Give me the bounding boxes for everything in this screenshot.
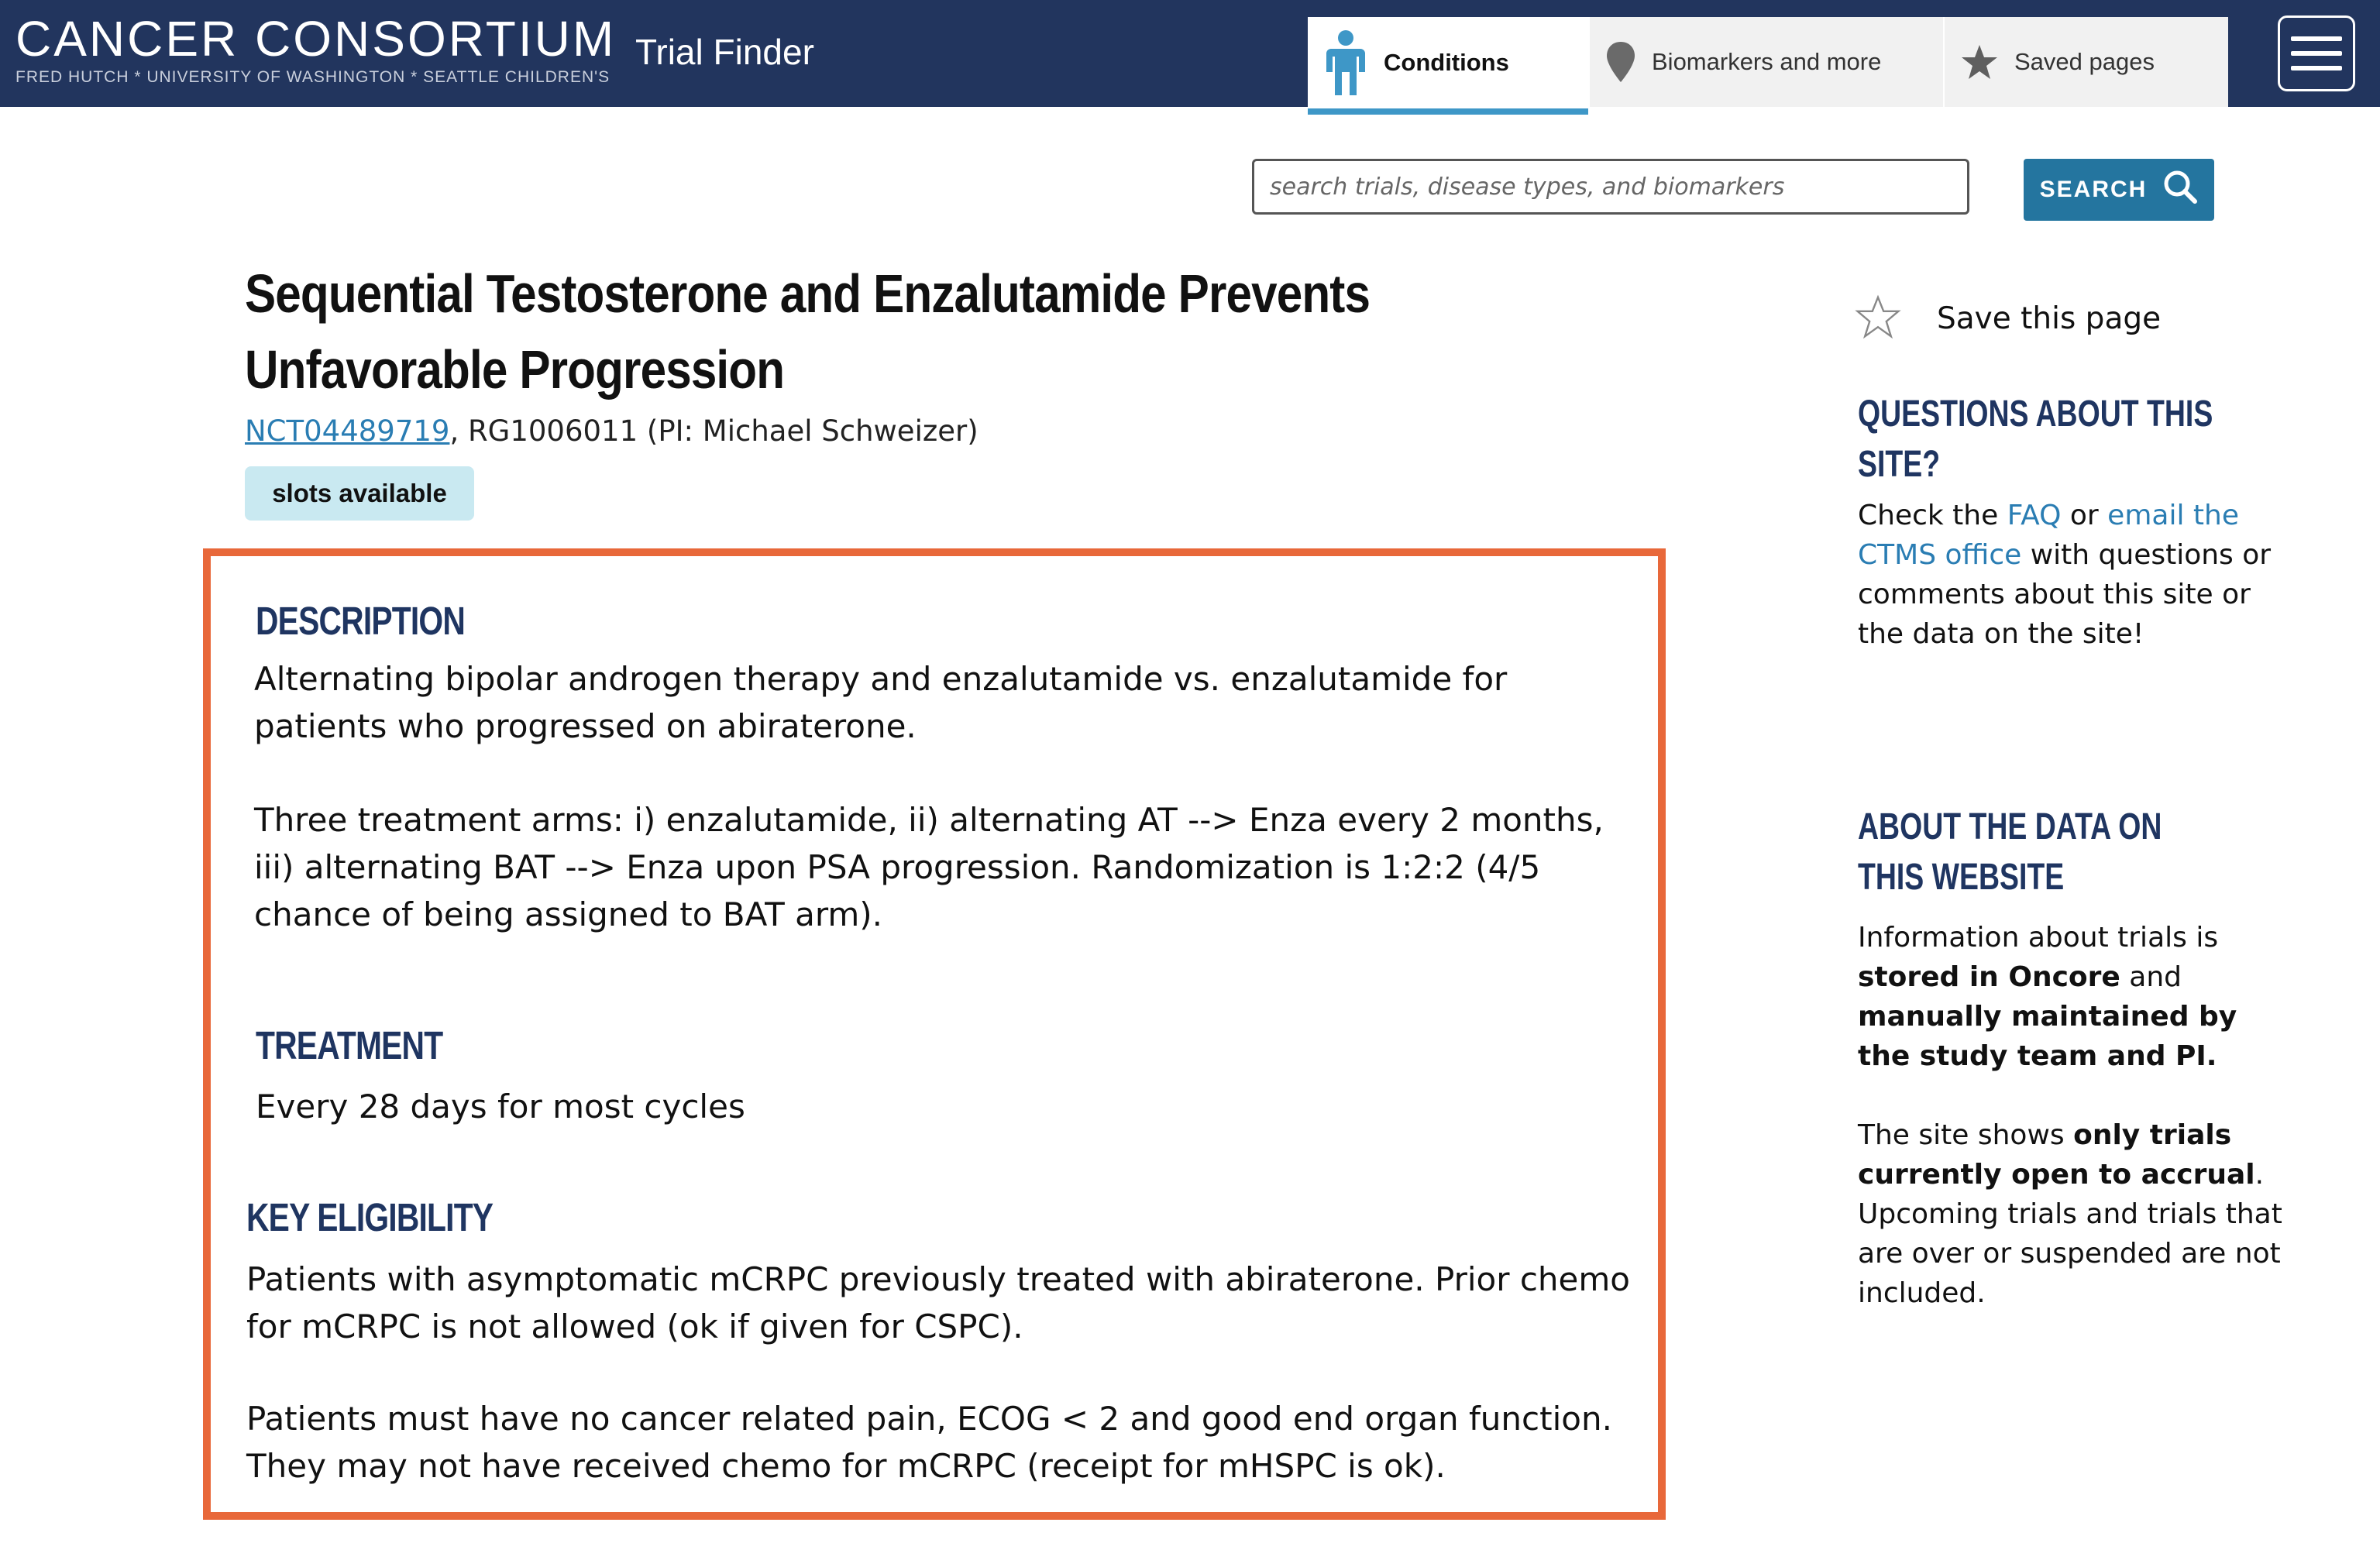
trial-rg-and-pi: , RG1006011 (PI: Michael Schweizer) bbox=[449, 414, 978, 448]
treatment-text: Every 28 days for most cycles bbox=[256, 1088, 745, 1125]
tab-conditions[interactable] bbox=[1308, 17, 1588, 115]
search-input[interactable] bbox=[1252, 159, 1969, 215]
questions-text: Check the FAQ or email the CTMS office with questions or comments about this site or the data on the site! bbox=[1858, 500, 2272, 650]
search-icon bbox=[2162, 169, 2198, 211]
hamburger-menu-icon[interactable] bbox=[2278, 15, 2355, 91]
tab-biomarkers[interactable] bbox=[1588, 17, 1943, 107]
description-text: Alternating bipolar androgen therapy and enzalutamide vs. enzalutamide for patients who progressed on abiraterone. bbox=[254, 660, 1508, 745]
app-title[interactable]: Trial Finder bbox=[635, 32, 814, 72]
person-icon bbox=[1323, 29, 1368, 97]
tab-saved-pages[interactable] bbox=[1943, 17, 2228, 107]
top-navigation-bar bbox=[0, 0, 2380, 107]
brand-subtitle: FRED HUTCH * UNIVERSITY OF WASHINGTON * SEATTLE CHILDREN'S bbox=[15, 68, 610, 86]
tab-saved-pages-label: Saved pages bbox=[2014, 48, 2155, 75]
cancer-consortium-logo[interactable] bbox=[15, 11, 616, 87]
tab-conditions-label: Conditions bbox=[1384, 49, 1509, 76]
tab-biomarkers-label: Biomarkers and more bbox=[1652, 48, 1882, 75]
key-eligibility-heading: KEY ELIGIBILITY bbox=[246, 1195, 494, 1239]
star-icon bbox=[1960, 43, 1999, 81]
eligibility-text: Patients with asymptomatic mCRPC previously treated with abiraterone. Prior chemo for mCRPC is not allowed (ok if given for CSPC). bbox=[246, 1260, 1630, 1345]
search-button[interactable] bbox=[2024, 159, 2214, 221]
faq-link[interactable]: FAQ bbox=[2007, 500, 2062, 531]
trial-identifiers bbox=[245, 414, 978, 448]
description-heading: DESCRIPTION bbox=[256, 599, 466, 643]
save-page-button[interactable] bbox=[1855, 294, 2161, 342]
eligibility-requirements-text: Patients must have no cancer related pain, ECOG < 2 and good end organ function. They may not have received chemo for mCRPC (receipt for mHSPC is ok). bbox=[246, 1400, 1612, 1485]
star-outline-icon bbox=[1855, 294, 1901, 342]
save-page-label: Save this page bbox=[1937, 301, 2162, 336]
trial-title: Sequential Testosterone and Enzalutamide Prevents Unfavorable Progression bbox=[245, 263, 1371, 400]
email-ctms-link[interactable]: email the CTMS office bbox=[1858, 500, 2239, 571]
map-pin-icon bbox=[1605, 40, 1636, 84]
treatment-arms-text: Three treatment arms: i) enzalutamide, ii) alternating AT --> Enza every 2 months, iii) alternating BAT --> Enza upon PSA progression. Randomization is 1:2:2 (4/5 chance of being assigned to BAT arm). bbox=[254, 801, 1604, 933]
brand-name: CANCER CONSORTIUM bbox=[15, 11, 617, 67]
about-data-text: Information about trials is stored in Oncore and manually maintained by the study team and PI. bbox=[1858, 922, 2237, 1072]
questions-heading: QUESTIONS ABOUT THIS SITE? bbox=[1858, 393, 2213, 485]
treatment-heading: TREATMENT bbox=[256, 1023, 443, 1067]
about-data-heading: ABOUT THE DATA ON THIS WEBSITE bbox=[1858, 806, 2162, 898]
site-scope-text: The site shows only trials currently open to accrual. Upcoming trials and trials that are over or suspended are not included. bbox=[1858, 1119, 2282, 1309]
search-button-label: SEARCH bbox=[2039, 177, 2148, 202]
status-badge: slots available bbox=[245, 466, 474, 521]
nct-id-link[interactable]: NCT04489719 bbox=[245, 414, 450, 448]
